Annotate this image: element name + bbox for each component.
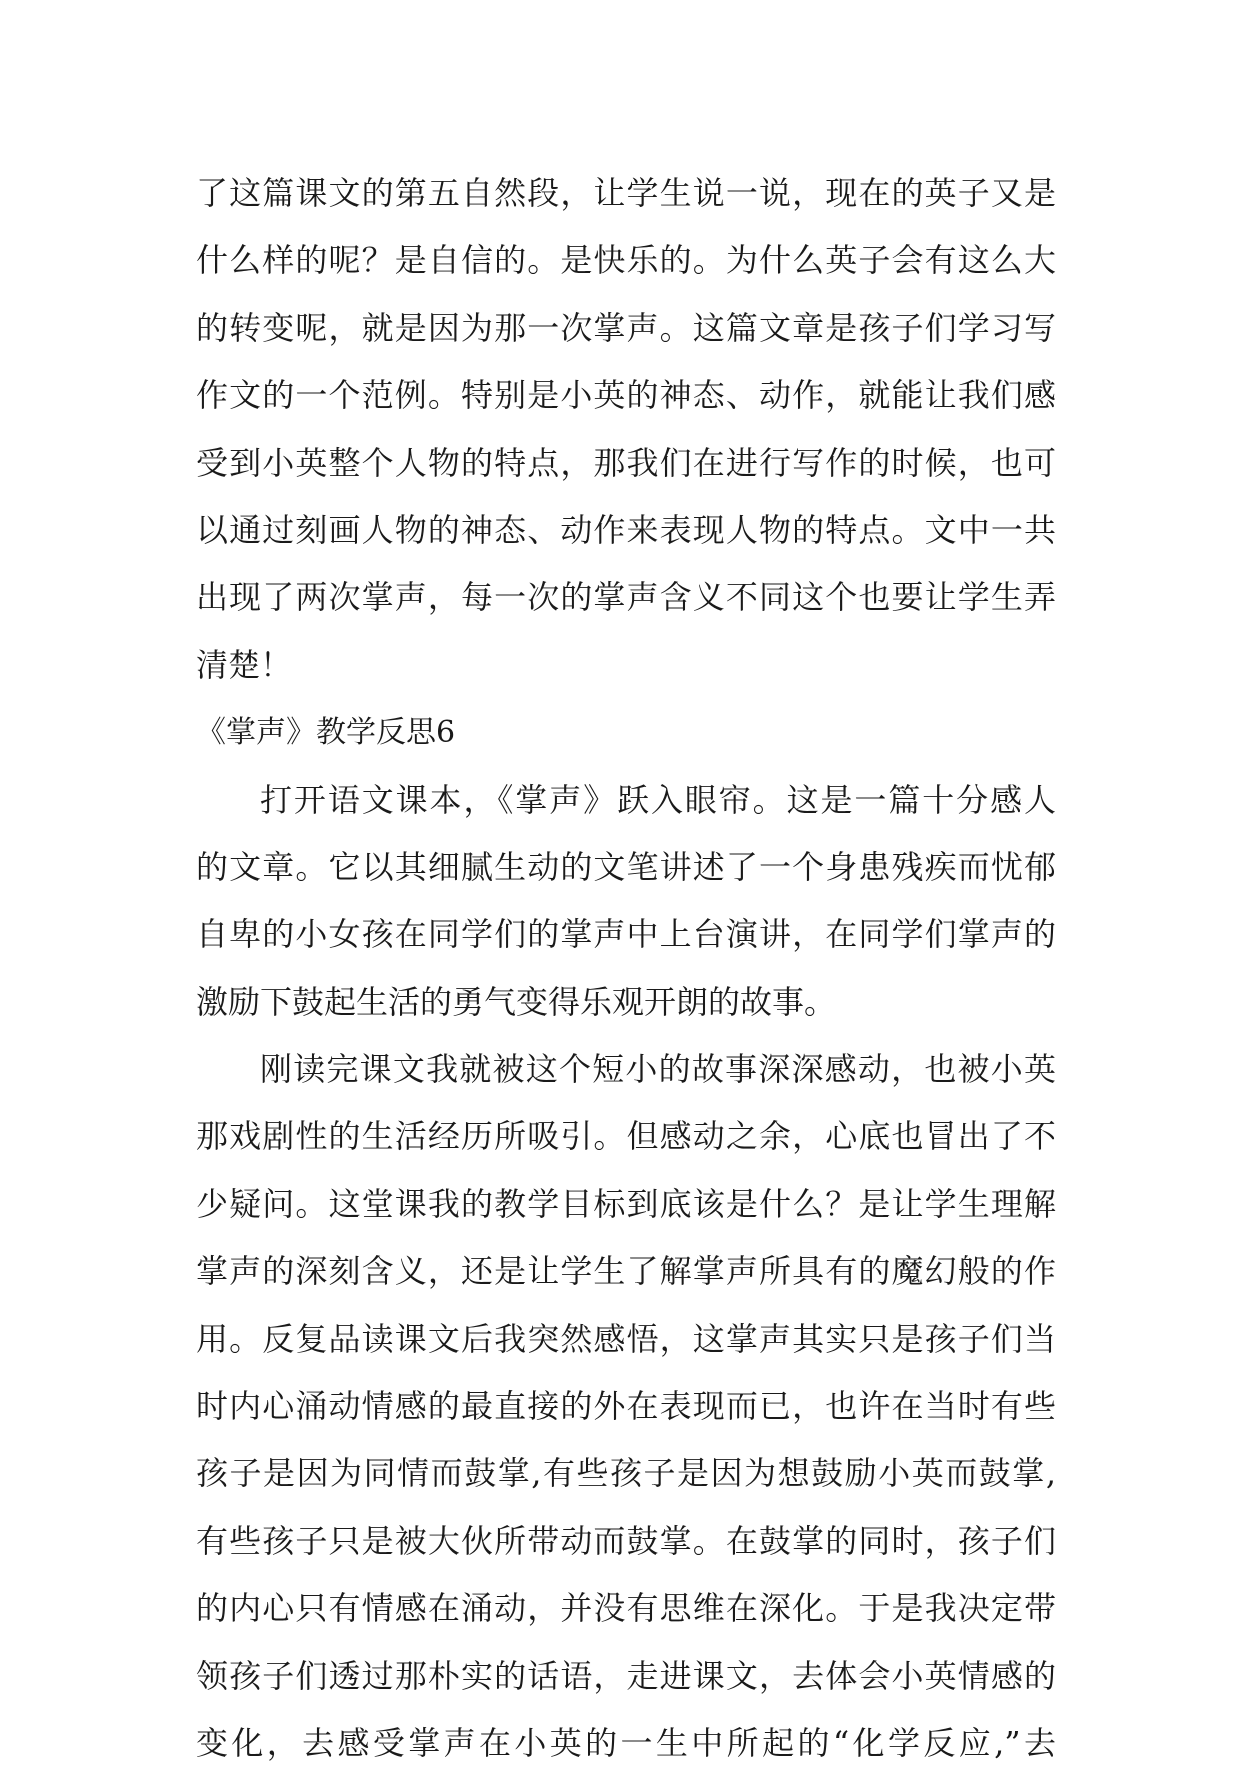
text-line: 的内心只有情感在涌动，并没有思维在深化。于是我决定带 [196,1589,1056,1628]
text-line: 刚读完课文我就被这个短小的故事深深感动，也被小英 [260,1050,1056,1089]
text-line: 受到小英整个人物的特点，那我们在进行写作的时候，也可 [196,443,1056,482]
text-line: 激励下鼓起生活的勇气变得乐观开朗的故事。 [196,982,837,1021]
text-line: 打开语文课本，《掌声》跃入眼帘。这是一篇十分感人 [260,780,1056,819]
text-line: 用。反复品读课文后我突然感悟，这掌声其实只是孩子们当 [196,1319,1056,1358]
text-line: 那戏剧性的生活经历所吸引。但感动之余，心底也冒出了不 [196,1117,1056,1156]
text-line: 出现了两次掌声，每一次的掌声含义不同这个也要让学生弄 [196,578,1056,617]
text-line: 掌声的深刻含义，还是让学生了解掌声所具有的魔幻般的作 [196,1252,1056,1291]
text-line: 时内心涌动情感的最直接的外在表现而已，也许在当时有些 [196,1387,1056,1426]
text-line: 作文的一个范例。特别是小英的神态、动作，就能让我们感 [196,376,1056,415]
text-line: 什么样的呢？是自信的。是快乐的。为什么英子会有这么大 [196,241,1056,280]
text-line: 自卑的小女孩在同学们的掌声中上台演讲，在同学们掌声的 [196,915,1056,954]
paragraph-1 [196,767,1056,1037]
paragraph-2 [196,1036,1056,1777]
text-line: 清楚！ [196,645,293,684]
section-title: 《掌声》教学反思6 [196,715,456,751]
text-line: 孩子是因为同情而鼓掌,有些孩子是因为想鼓励小英而鼓掌, [196,1454,1056,1493]
text-line: 以通过刻画人物的神态、动作来表现人物的特点。文中一共 [196,510,1056,549]
continuation-paragraph [196,160,1056,699]
text-line: 少疑问。这堂课我的教学目标到底该是什么？是让学生理解 [196,1184,1056,1223]
text-line: 有些孩子只是被大伙所带动而鼓掌。在鼓掌的同时，孩子们 [196,1521,1056,1560]
text-line: 领孩子们透过那朴实的话语，走进课文，去体会小英情感的 [196,1656,1056,1695]
document-body [196,160,1056,1777]
text-line: 的转变呢，就是因为那一次掌声。这篇文章是孩子们学习写 [196,308,1056,347]
text-line: 了这篇课文的第五自然段，让学生说一说，现在的英子又是 [196,174,1056,212]
text-line: 变化，去感受掌声在小英的一生中所起的“化学反应,”去 [196,1723,1056,1762]
text-line: 的文章。它以其细腻生动的文笔讲述了一个身患残疾而忧郁 [196,847,1056,886]
